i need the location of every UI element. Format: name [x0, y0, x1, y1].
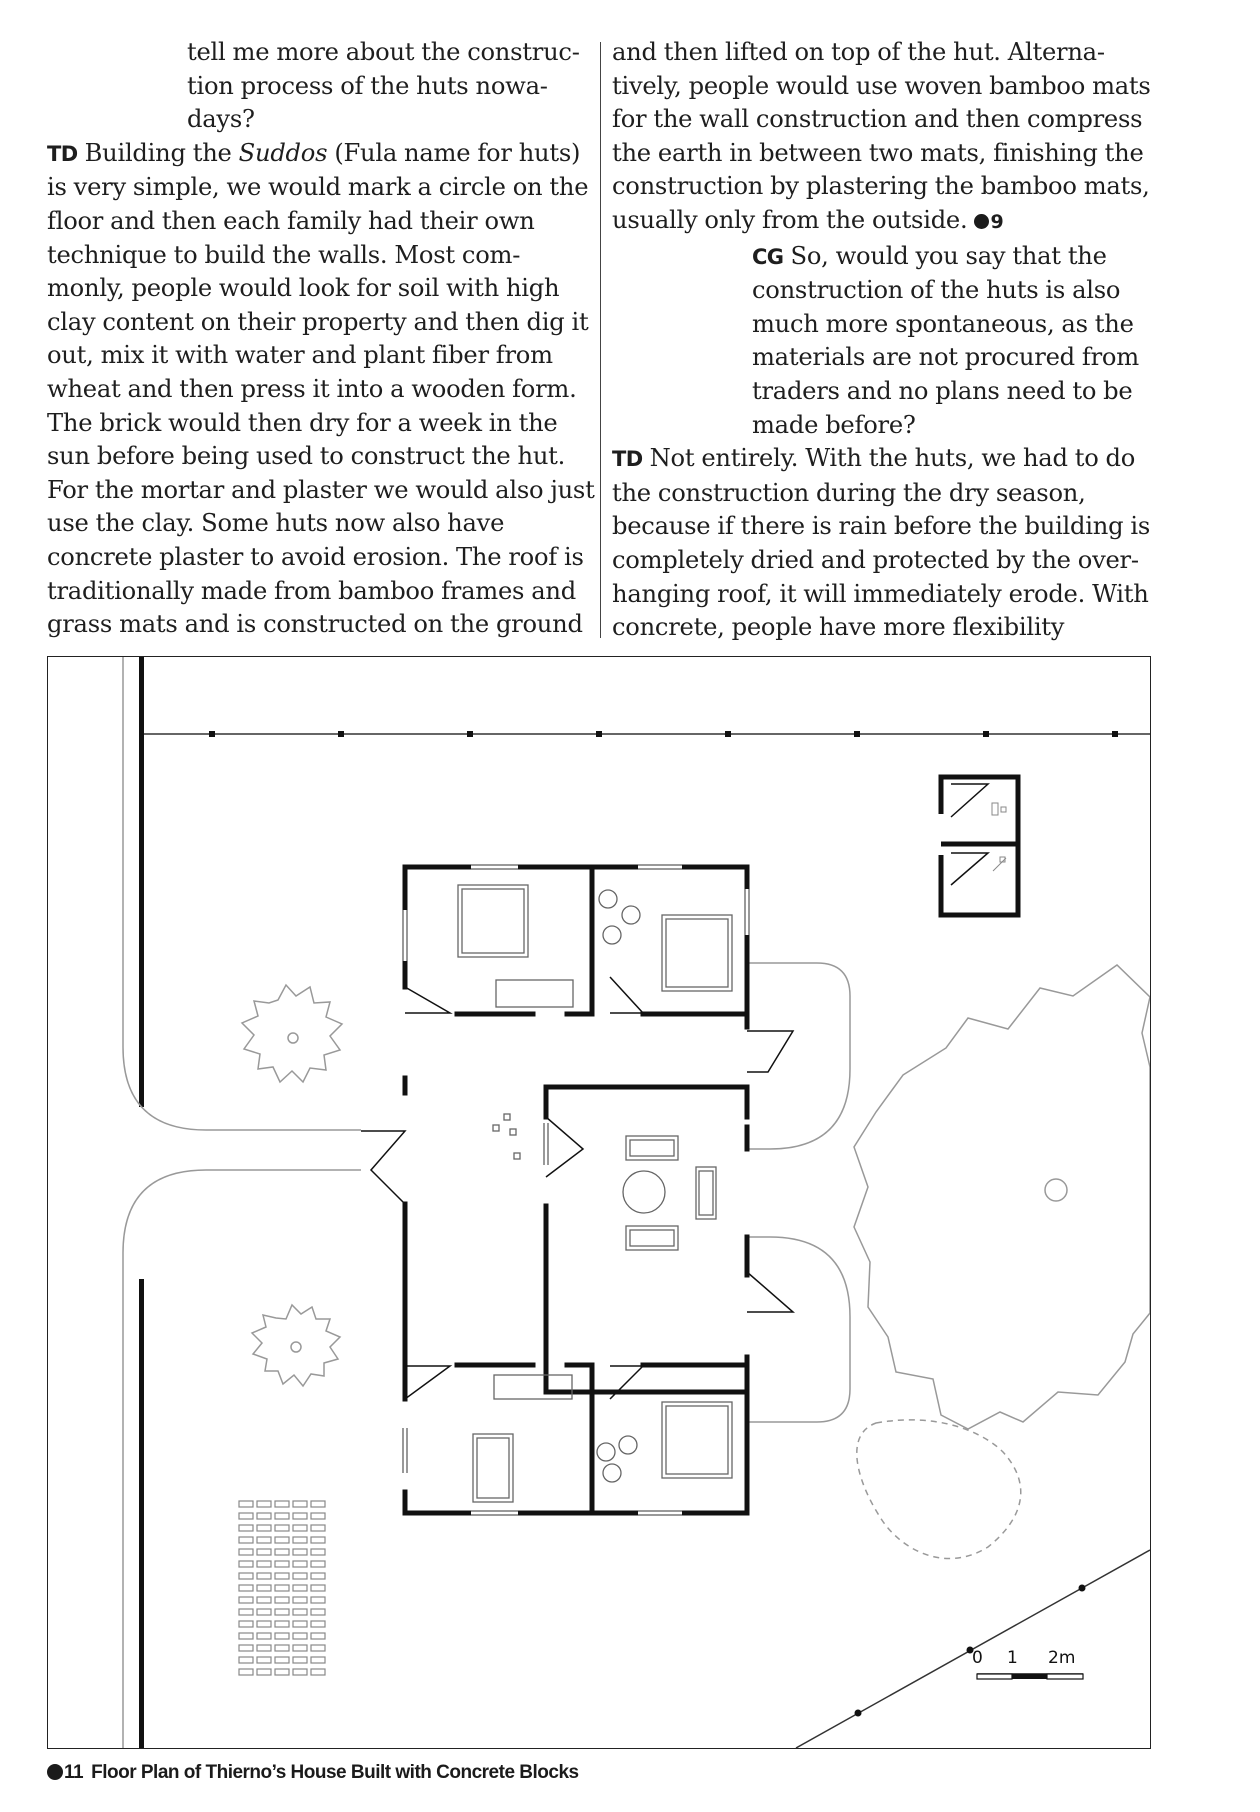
speaker-label: TD — [612, 447, 643, 472]
figure-caption — [47, 1762, 579, 1784]
answer-text-rest: (Fula name for huts) is very simple, we would mark a circle on the floor and then each family had their own technique to build the walls. Most com- monly, people would look for soil with high clay content on their property and then dig it out, mix it with water and plant fiber from wheat and then press it into a wooden form. The brick would then dry for a week in the sun before being used to construct the hut. For the mortar and plaster we would also just use the clay. Some huts now also have concrete plaster to avoid erosion. The roof is traditionally made from bamboo frames and grass mats and is constructed on the ground — [47, 138, 595, 639]
caption-text: Floor Plan of Thierno’s House Built with Concrete Blocks — [91, 1762, 579, 1783]
floor-plan-figure — [47, 656, 1151, 1749]
answer-continued-text: and then lifted on top of the hut. Alterna- tively, people would use woven bamboo mats for the wall construction and then compress the earth in between two mats, finishing the construction by plastering the bamboo mats, usually only from the outside. — [612, 38, 1151, 234]
term-suddos: Suddos — [238, 138, 328, 167]
speaker-label: TD — [47, 141, 78, 166]
furniture — [458, 885, 732, 1502]
shrub-lower — [252, 1305, 340, 1386]
figure-number: 11 — [64, 1762, 84, 1783]
compound-wall — [139, 657, 1150, 1748]
speaker-label: CG — [752, 244, 784, 269]
scale-label-0: 0 — [972, 1648, 983, 1668]
figure-dot-icon — [47, 1764, 63, 1780]
scale-label-1: 1 — [1007, 1648, 1018, 1668]
garden-bed — [857, 1420, 1021, 1559]
door-swings — [361, 977, 793, 1399]
window-lines — [403, 865, 749, 1515]
scale-bar — [972, 1648, 1083, 1679]
note-dot-icon — [974, 214, 989, 229]
answer-paragraph-2 — [612, 442, 1160, 645]
answer-text: Not entirely. With the huts, we had to do the construction during the dry season, because if there is rain before the building is completely dried and protected by the over- hanging roof, it will immediately erode. With concrete, people have more flexibility — [612, 444, 1151, 642]
answer-text-start: Building the — [84, 138, 232, 167]
tree-large — [854, 965, 1150, 1429]
question-text: So, would you say that the construction of the huts is also much more spontaneous, as the materials are not procured from traders and no plans need to be made before? — [752, 241, 1139, 439]
column-divider — [600, 42, 601, 638]
landscape — [242, 965, 1150, 1559]
concrete-block-stack — [239, 1501, 325, 1675]
note-reference — [974, 211, 1003, 233]
latrine-block — [941, 777, 1018, 915]
text-column-left — [47, 36, 599, 642]
note-number: 9 — [990, 210, 1004, 233]
question-paragraph — [612, 240, 1160, 443]
scale-label-2m: 2m — [1048, 1648, 1076, 1668]
answer-paragraph — [47, 137, 599, 642]
floor-plan-drawing — [48, 657, 1150, 1748]
question-tail: tell me more about the construc- tion process of the huts nowa- days? — [187, 38, 580, 134]
answer-continued-paragraph — [612, 36, 1160, 240]
site-paths — [123, 657, 850, 1748]
text-column-right — [612, 36, 1160, 645]
